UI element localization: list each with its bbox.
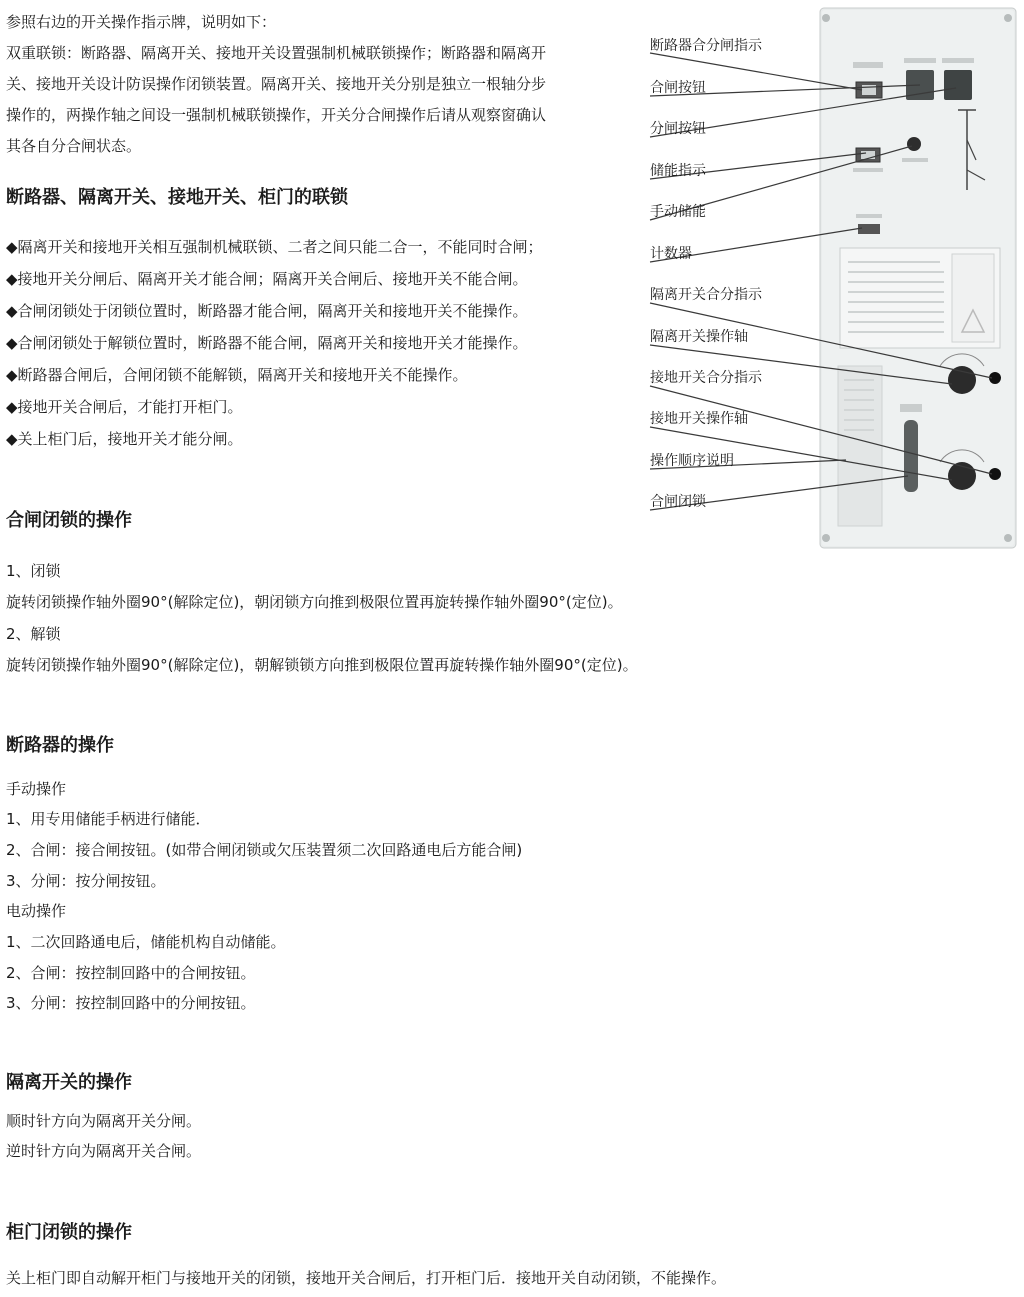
closing-lock-step1-label: 1、闭锁 [6, 562, 61, 580]
interlock-item: ◆关上柜门后，接地开关才能分闸。 [6, 430, 243, 448]
isolator-line: 顺时针方向为隔离开关分闸。 [6, 1112, 202, 1130]
breaker-electric-item: 2、合闸：按控制回路中的合闸按钮。 [6, 964, 256, 982]
callout-earthing-shaft: 接地开关操作轴 [650, 411, 748, 427]
interlock-item: ◆断路器合闸后，合闸闭锁不能解锁，隔离开关和接地开关不能操作。 [6, 366, 468, 384]
intro-line-2: 双重联锁：断路器、隔离开关、接地开关设置强制机械联锁操作；断路器和隔离开 [6, 44, 547, 62]
callout-charge-indicator: 储能指示 [650, 163, 706, 179]
breaker-electric-item: 3、分闸：按控制回路中的分闸按钮。 [6, 994, 256, 1012]
closing-lock-slider [904, 420, 918, 492]
breaker-electric-title: 电动操作 [6, 902, 67, 920]
callout-breaker-indicator: 断路器合分闸指示 [650, 38, 762, 54]
interlock-item: ◆隔离开关和接地开关相互强制机械联锁、二者之间只能二合一，不能同时合闸； [6, 238, 543, 256]
door-lock-title: 柜门闭锁的操作 [6, 1222, 132, 1243]
callout-sequence-label: 操作顺序说明 [650, 453, 734, 469]
breaker-electric-item: 1、二次回路通电后，储能机构自动储能。 [6, 933, 286, 951]
closing-lock-step2-text: 旋转闭锁操作轴外圈90°(解除定位)，朝解锁锁方向推到极限位置再旋转操作轴外圈90°(定位)。 [6, 656, 638, 674]
callout-close-button: 合闸按钮 [650, 80, 706, 96]
isolator-shaft [948, 366, 976, 394]
interlock-title: 断路器、隔离开关、接地开关、柜门的联锁 [6, 187, 348, 208]
breaker-title: 断路器的操作 [6, 735, 114, 756]
callout-open-button: 分闸按钮 [650, 121, 706, 137]
interlock-item: ◆合闸闭锁处于闭锁位置时，断路器才能合闸，隔离开关和接地开关不能操作。 [6, 302, 528, 320]
breaker-manual-title: 手动操作 [6, 780, 67, 798]
intro-line-1: 参照右边的开关操作指示牌，说明如下： [6, 13, 277, 31]
manual-charge-hole [907, 137, 921, 151]
closing-lock-step1-text: 旋转闭锁操作轴外圈90°(解除定位)，朝闭锁方向推到极限位置再旋转操作轴外圈90°(定位)。 [6, 593, 623, 611]
screw-icon [822, 534, 830, 542]
callout-isolator-indicator: 隔离开关合分指示 [650, 287, 762, 303]
callout-earthing-indicator: 接地开关合分指示 [650, 370, 762, 386]
callout-isolator-shaft: 隔离开关操作轴 [650, 329, 748, 345]
operation-panel-diagram [0, 0, 1024, 560]
open-button-shape [944, 70, 972, 100]
screw-icon [1004, 534, 1012, 542]
intro-line-3: 关、接地开关设计防误操作闭锁装置。隔离开关、接地开关分别是独立一根轴分步 [6, 75, 547, 93]
isolator-title: 隔离开关的操作 [6, 1072, 132, 1093]
callout-counter: 计数器 [650, 246, 692, 262]
door-lock-text: 关上柜门即自动解开柜门与接地开关的闭锁，接地开关合闸后，打开柜门后．接地开关自动闭锁，不能操作。 [6, 1269, 727, 1287]
callout-manual-charge: 手动储能 [650, 204, 706, 220]
interlock-item: ◆接地开关合闸后，才能打开柜门。 [6, 398, 243, 416]
interlock-item: ◆接地开关分闸后、隔离开关才能合闸；隔离开关合闸后、接地开关不能合闸。 [6, 270, 528, 288]
interlock-item: ◆合闸闭锁处于解锁位置时，断路器不能合闸，隔离开关和接地开关才能操作。 [6, 334, 528, 352]
counter-window [858, 224, 880, 234]
breaker-manual-item: 2、合闸：接合闸按钮。(如带合闸闭锁或欠压装置须二次回路通电后方能合闸) [6, 841, 523, 859]
isolator-line: 逆时针方向为隔离开关合闸。 [6, 1142, 202, 1160]
screw-icon [1004, 14, 1012, 22]
callout-closing-lock: 合闸闭锁 [650, 494, 706, 510]
breaker-manual-item: 3、分闸：按分闸按钮。 [6, 872, 166, 890]
intro-line-4: 操作的，两操作轴之间设一强制机械联锁操作，开关分合闸操作后请从观察窗确认 [6, 106, 547, 124]
breaker-manual-item: 1、用专用储能手柄进行储能． [6, 810, 211, 828]
closing-lock-title: 合闸闭锁的操作 [6, 510, 132, 531]
screw-icon [822, 14, 830, 22]
intro-line-5: 其各自分合闸状态。 [6, 137, 142, 155]
closing-lock-step2-label: 2、解锁 [6, 625, 61, 643]
